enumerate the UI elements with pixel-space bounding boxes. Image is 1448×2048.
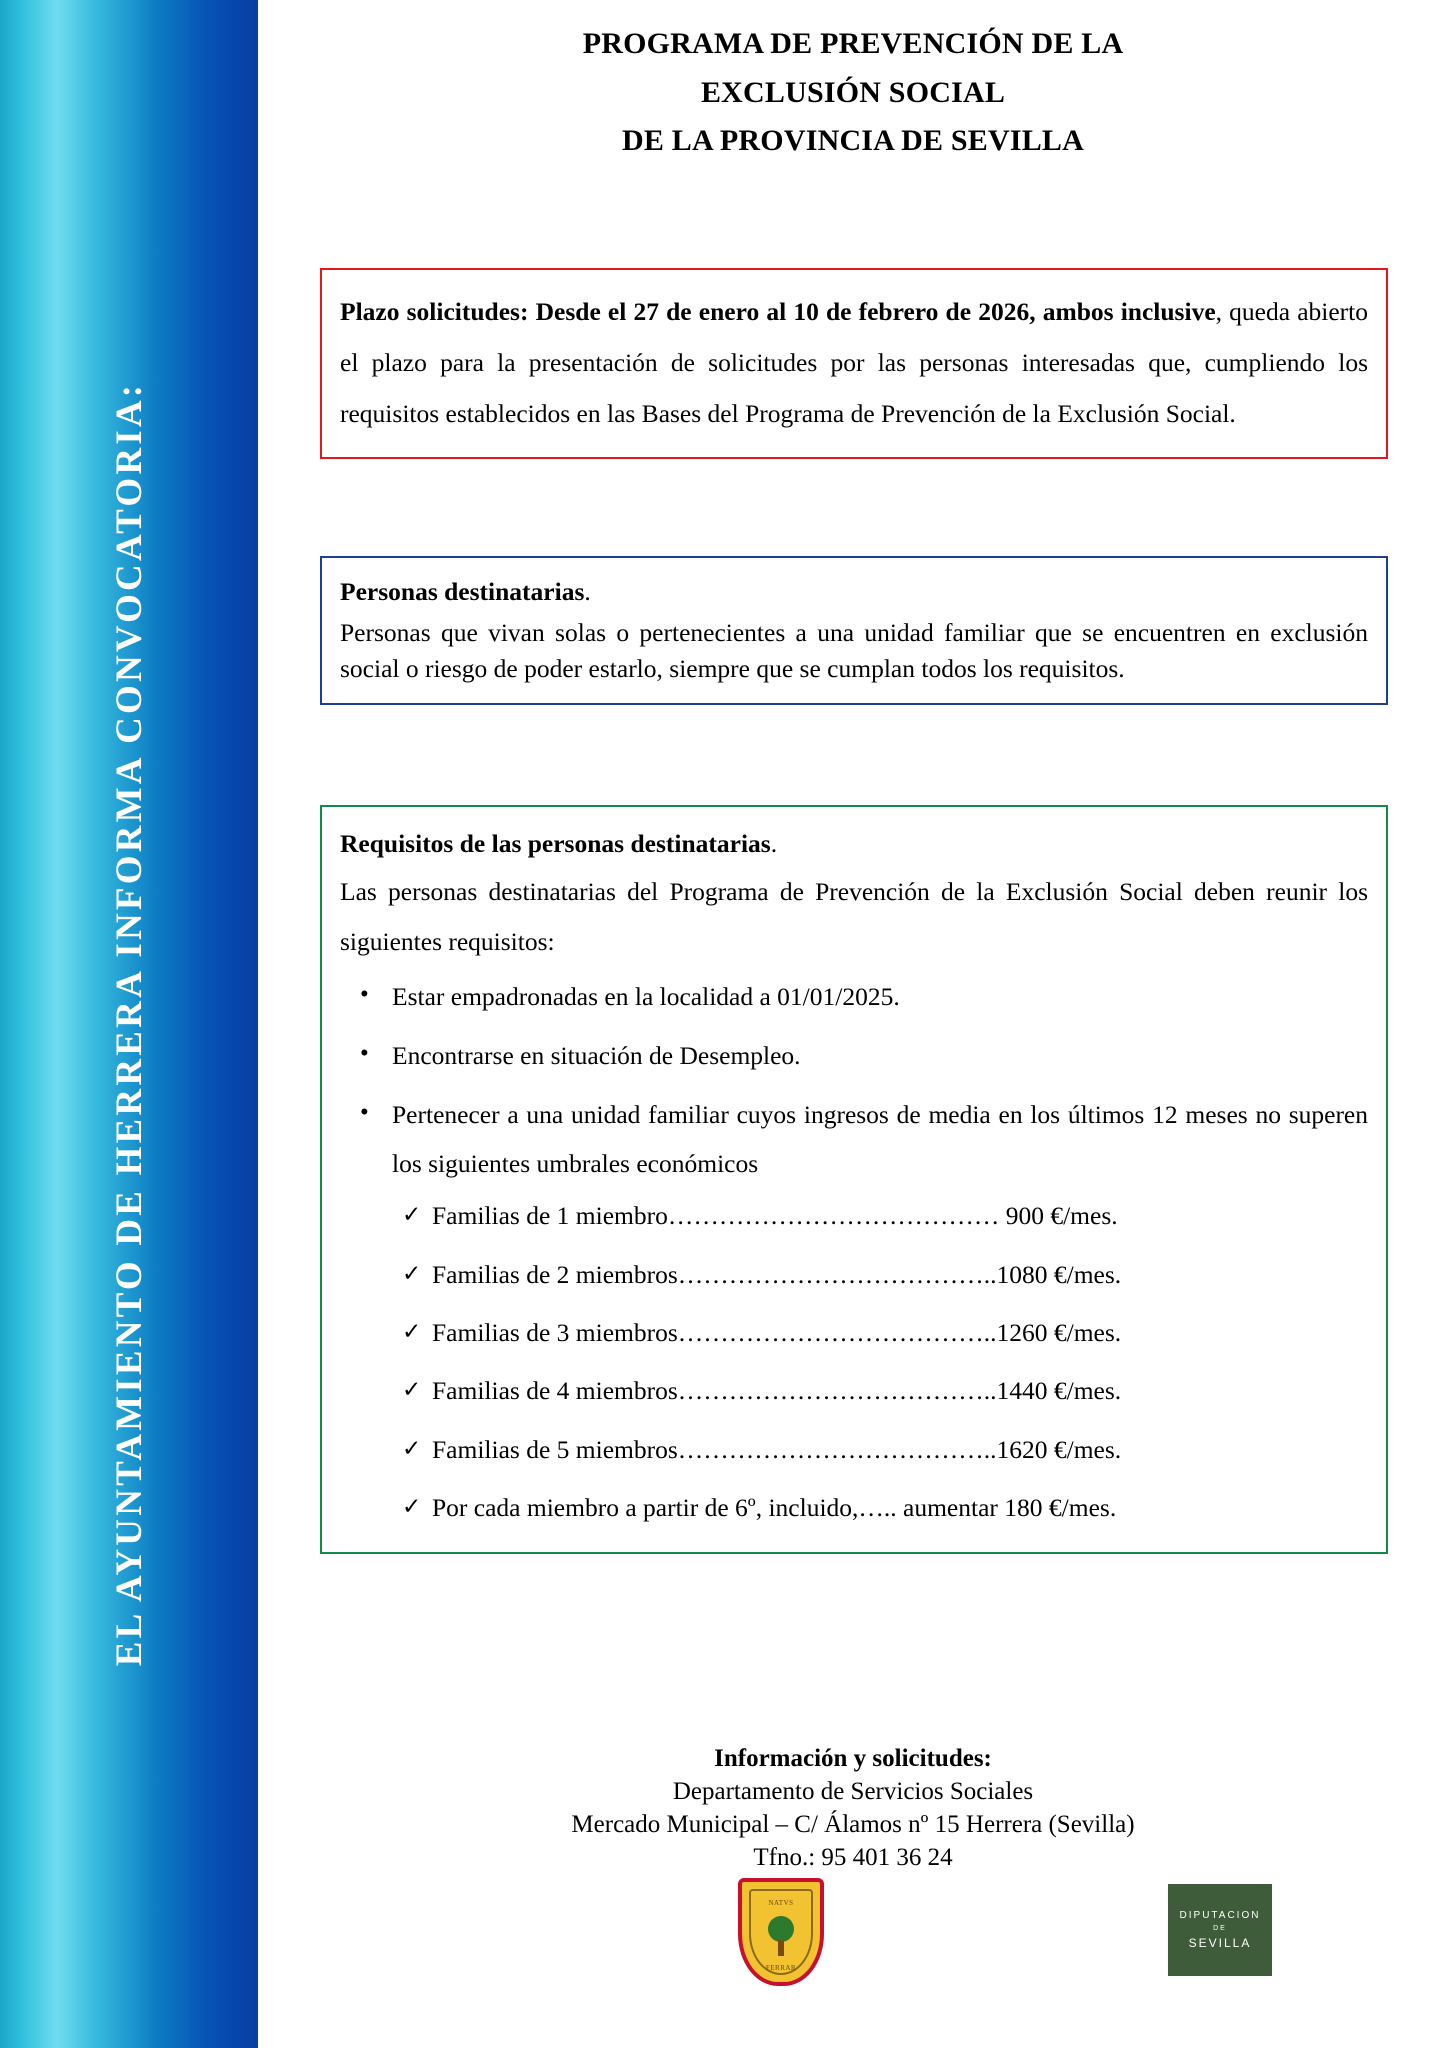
list-item: • Pertenecer a una unidad familiar cuyos ingresos de media en los últimos 12 meses no superen los siguientes umbrales económicos — [340, 1090, 1368, 1189]
page-title-line-2: EXCLUSIÓN SOCIAL — [700, 75, 1006, 109]
income-thresholds-list — [340, 1199, 1368, 1526]
threshold-value: 1080 €/mes. — [996, 1259, 1122, 1289]
list-item: • Estar empadronadas en la localidad a 01/01/2025. — [340, 972, 1368, 1022]
deadline-rest-text: , queda abierto el plazo para la presentación de solicitudes por las personas interesadas que, cumpliendo los requisitos establecidos en las Bases del Programa de Prevención de la Exclusión Social. — [340, 297, 1368, 428]
diputacion-logo-line-2: DE — [1213, 1925, 1227, 1932]
threshold-dots: ……………………………….. — [677, 1376, 997, 1406]
threshold-dots: ………………………………… — [667, 1201, 1000, 1231]
threshold-value: 1440 €/mes. — [996, 1376, 1122, 1406]
requirements-list — [340, 972, 1368, 1189]
list-item: • Encontrarse en situación de Desempleo. — [340, 1031, 1368, 1081]
threshold-value: 900 €/mes. — [999, 1201, 1118, 1231]
tree-icon — [768, 1916, 794, 1942]
shield-icon — [738, 1878, 824, 1986]
herrera-coat-of-arms-icon — [738, 1878, 824, 1986]
deadline-box — [320, 268, 1388, 459]
footer-title: Información y solicitudes: — [714, 1745, 992, 1772]
threshold-dots: ……………………………….. — [677, 1259, 997, 1289]
threshold-value: 1620 €/mes. — [996, 1434, 1122, 1464]
deadline-bold-lead: Plazo solicitudes: Desde el 27 de enero al 10 de febrero de 2026, ambos inclusive — [340, 297, 1216, 326]
recipients-box — [320, 556, 1388, 705]
threshold-label: Por cada miembro a partir de 6º, incluido, — [432, 1493, 859, 1523]
tree-trunk-icon — [778, 1940, 784, 1956]
requirements-heading — [340, 821, 1368, 867]
threshold-label: Familias de 1 miembro — [432, 1201, 668, 1231]
page-title — [258, 0, 1448, 166]
footer-line-2: Mercado Municipal – C/ Álamos nº 15 Herrera (Sevilla) — [571, 1811, 1135, 1838]
recipients-heading — [340, 570, 1368, 615]
shield-legend-top: NATVS — [768, 1899, 794, 1907]
list-item — [340, 1258, 1368, 1292]
threshold-dots: ……………………………….. — [677, 1318, 997, 1348]
requirements-box — [320, 805, 1388, 1554]
page-title-line-3: DE LA PROVINCIA DE SEVILLA — [622, 124, 1084, 158]
document-content — [258, 0, 1448, 2048]
threshold-label: Familias de 2 miembros — [432, 1259, 678, 1289]
recipients-heading-rest: . — [584, 577, 591, 606]
threshold-dots: ….. aumentar — [858, 1493, 998, 1523]
threshold-value: 180 €/mes. — [997, 1493, 1117, 1523]
deadline-paragraph — [340, 286, 1368, 439]
requirements-intro: Las personas destinatarias del Programa de Prevención de la Exclusión Social deben reunir los siguientes requisitos: — [340, 876, 1368, 956]
recipients-body: Personas que vivan solas o pertenecientes a una unidad familiar que se encuentren en exclusión social o riesgo de poder estarlo, siempre que se cumplan todos los requisitos. — [340, 617, 1368, 683]
list-item — [340, 1199, 1368, 1233]
requirements-heading-rest: . — [770, 829, 778, 858]
threshold-dots: ……………………………….. — [677, 1434, 997, 1464]
diputacion-sevilla-logo — [1168, 1884, 1272, 1976]
list-item — [340, 1433, 1368, 1467]
list-item — [340, 1374, 1368, 1408]
threshold-label: Familias de 3 miembros — [432, 1318, 678, 1348]
threshold-label: Familias de 4 miembros — [432, 1376, 678, 1406]
footer-line-3: Tfno.: 95 401 36 24 — [753, 1844, 953, 1871]
diputacion-logo-line-3: SEVILLA — [1188, 1936, 1252, 1950]
list-item — [340, 1491, 1368, 1525]
footer-contact — [258, 1742, 1448, 1874]
threshold-value: 1260 €/mes. — [996, 1318, 1122, 1348]
side-banner — [0, 0, 258, 2048]
recipients-heading-bold: Personas destinatarias — [340, 577, 585, 606]
diputacion-logo-line-1: DIPUTACION — [1179, 1910, 1261, 1921]
list-item — [340, 1316, 1368, 1350]
side-banner-text: EL AYUNTAMIENTO DE HERRERA INFORMA CONVOCATORIA: — [108, 381, 150, 1667]
page-title-line-1: PROGRAMA DE PREVENCIÓN DE LA — [582, 27, 1124, 60]
threshold-label: Familias de 5 miembros — [432, 1434, 678, 1464]
shield-legend-bottom: FERRAR — [765, 1964, 797, 1972]
requirements-heading-bold: Requisitos de las personas destinatarias — [340, 829, 771, 858]
footer-line-1: Departamento de Servicios Sociales — [672, 1778, 1034, 1805]
